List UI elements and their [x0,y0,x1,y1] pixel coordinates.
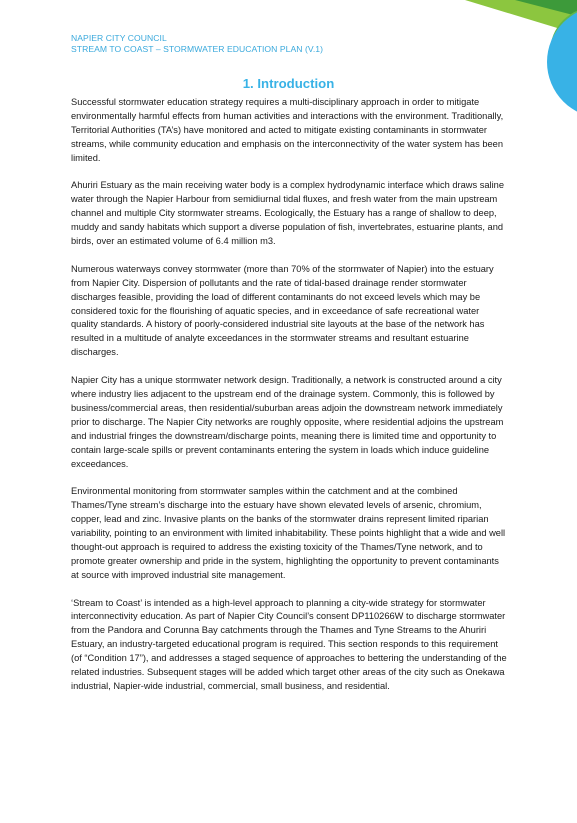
green-dark-stripe [515,0,577,16]
document-header [71,33,323,54]
blue-circle-shape [547,6,577,118]
paragraph-4: Napier City has a unique stormwater network design. Traditionally, a network is constructed around a city where industry lies adjacent to the upstream end of the drainage system. Commonly, this is followed by business/commercial areas, then residential/suburban areas adjoin the downstream network immediately prior to discharge. The Napier City networks are roughly opposite, where residential adjoins the upstream and industrial fringes the downstream/discharge points, meaning there is limited time and opportunity to contain large-scale spills or prevent contaminants entering the system in loads which induce guideline exceedances. [71,375,504,469]
paragraph-2: Ahuriri Estuary as the main receiving water body is a complex hydrodynamic interface which draws saline water through the Napier Harbour from semidiurnal tidal fluxes, and fresh water from the main upstream channel and multiple City stormwater streams. Ecologically, the Estuary has a range of shallow to deep, muddy and sandy habitats which support a diverse population of fish, invertebrates, estuarine plants, and birds, over an estimated volume of 6.4 million m3. [71,180,505,247]
paragraph-3: Numerous waterways convey stormwater (more than 70% of the stormwater of Napier) into the estuary from Napier City. Dispersion of pollutants and the rate of tidal-based drainage render stormwater discharges feasible, providing the load of different contaminants do not exceed levels which may be considered toxic for the flourishing of aquatic species, and in exceedance of safe recreational water quality standards. A history of poorly-considered industrial site layouts at the base of the network has resulted in a multitude of analyte exceedances in the stormwater streams and resultant estuarine discharges. [71,263,494,358]
header-org-name: NAPIER CITY COUNCIL [71,33,167,43]
paragraph-5: Environmental monitoring from stormwater samples within the catchment and at the combined Thames/Tyne stream’s discharge into the estuary have shown elevated levels of arsenic, chromium, copper, lead and zinc. Invasive plants on the banks of the stormwater drains represent limited riparian variability, pointing to an environment with limited inhabitability. These points highlight that a wide and well thought-out approach is required to address the existing toxicity of the Thames/Tyne network, and to promote greater ownership and pride in the system, highlighting the opportunity to prevent contaminants at source with improved industrial site management. [71,486,506,580]
paragraph-6: ‘Stream to Coast’ is intended as a high-level approach to planning a city-wide strategy for stormwater interconnectivity education. As part of Napier City Council’s consent DP110266W to discharge stormwater from the Pandora and Corunna Bay catchments through the Thames and Tyne Streams to the Ahuriri Estuary, an industry-targeted educational program is required. This section responds to this requirement (of “Condition 17”), and addresses a staged sequence of approaches to bettering the understanding of the related industries. Subsequent stages will be added which target other areas of the city such as Onekawa industrial, Napier-wide industrial, commercial, small business, and residential. [71,597,507,691]
section-title: 1. Introduction [242,76,335,91]
body-text [71,96,508,708]
paragraph-1: Successful stormwater education strategy requires a multi-disciplinary approach in order to mitigate environmentally harmful effects from human activities and interactions with the environment. Traditionally, Territorial Authorities (TA’s) have monitored and acted to mitigate existing contaminants in stormwater streams, while community education and emphasis on the interconnectivity of the water system has been limited. [71,97,504,163]
header-doc-title: STREAM TO COAST – STORMWATER EDUCATION PLAN (V.1) [71,43,324,54]
green-light-stripe [465,0,577,34]
